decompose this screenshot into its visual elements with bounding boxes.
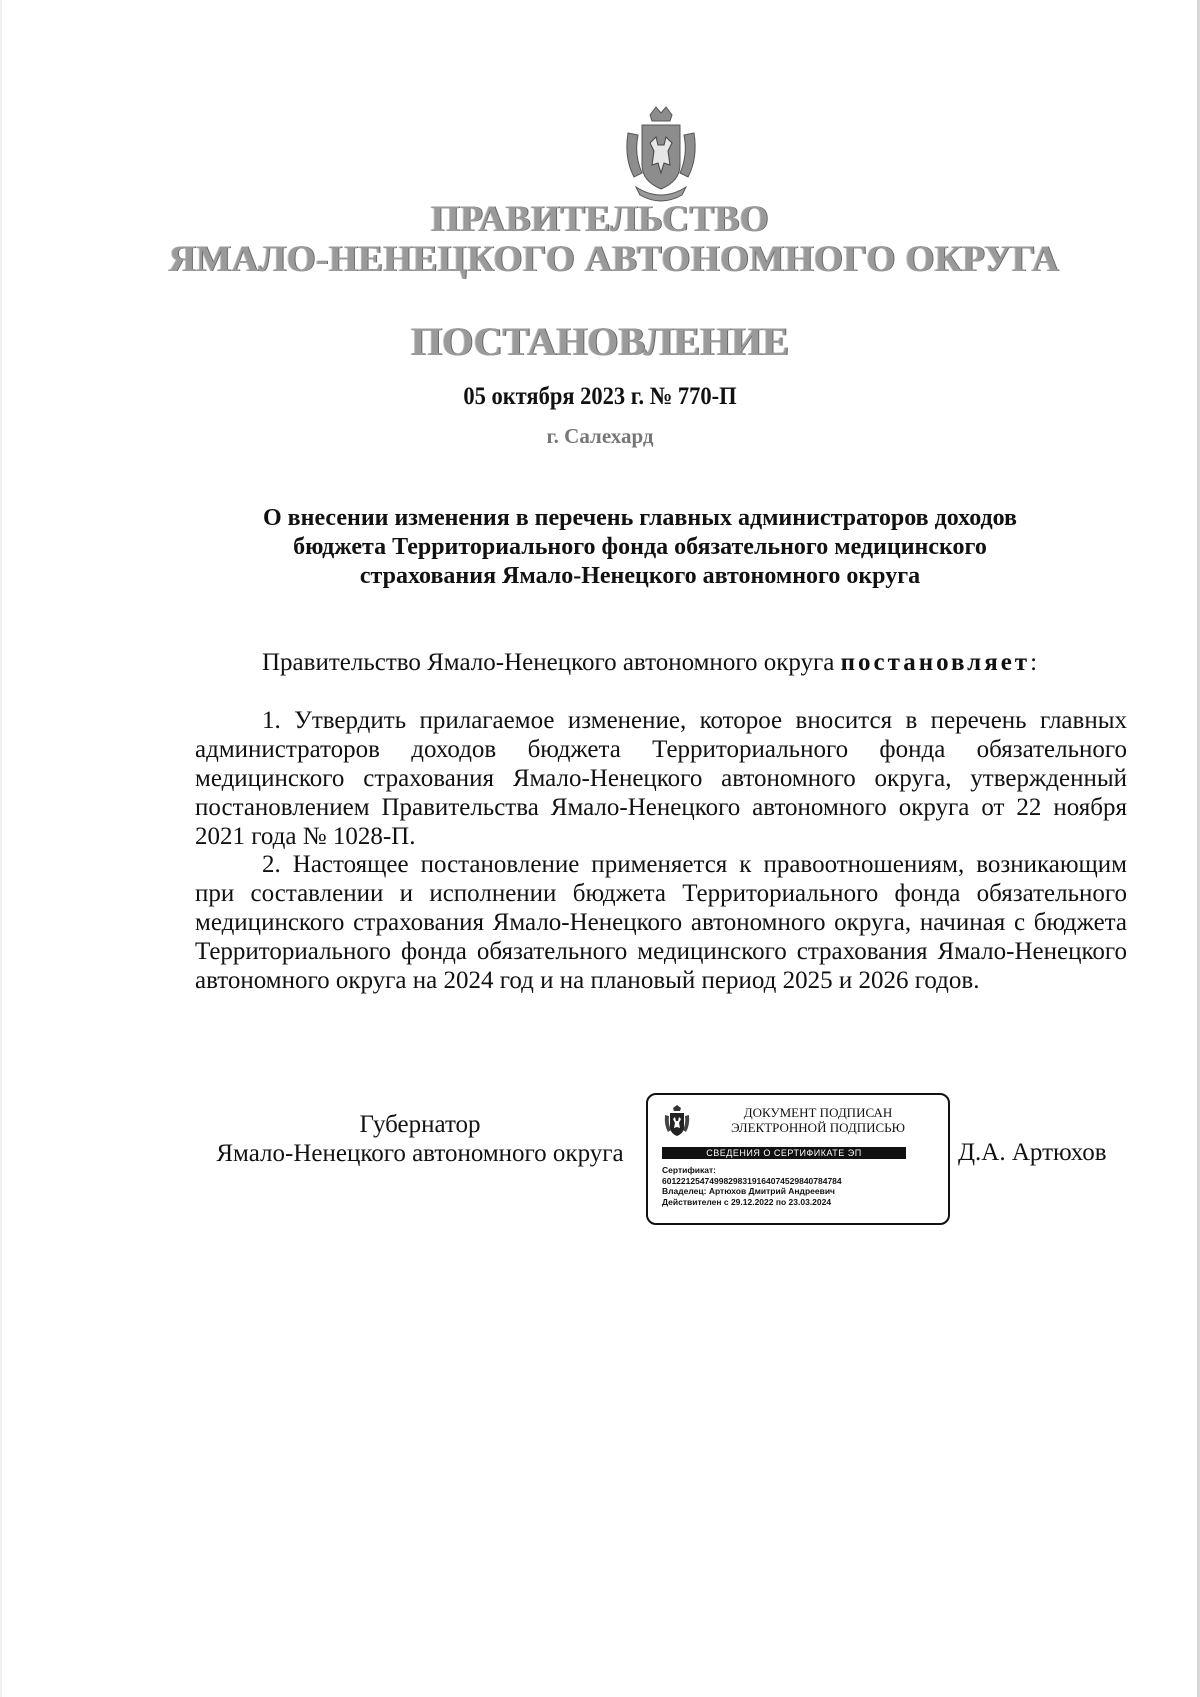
stamp-validity: Действителен с 29.12.2022 по 23.03.2024 <box>662 1196 832 1207</box>
stamp-details <box>662 1165 942 1207</box>
subject-line: страхования Ямало-Ненецкого автономного округа <box>359 563 921 589</box>
stamp-heading <box>698 1105 938 1135</box>
stamp-certificate-band: СВЕДЕНИЯ О СЕРТИФИКАТЕ ЭП <box>662 1147 906 1159</box>
document-subject <box>180 504 1100 591</box>
government-title: ПРАВИТЕЛЬСТВО <box>430 199 770 240</box>
signer-position: Губернатор <box>359 1111 481 1138</box>
document-date-number: 05 октября 2023 г. № 770-П <box>463 383 737 410</box>
stamp-cert-number: 60122125474998298319164074529840784784 <box>662 1175 842 1186</box>
coat-of-arms-icon <box>662 1105 692 1139</box>
preamble-tail: : <box>1030 649 1038 676</box>
government-region: ЯМАЛО-НЕНЕЦКОГО АВТОНОМНОГО ОКРУГА <box>168 239 1060 280</box>
stamp-cert-label: Сертификат: <box>662 1165 716 1175</box>
coat-of-arms-icon <box>620 103 702 203</box>
signer-name: Д.А. Артюхов <box>958 1139 1107 1166</box>
preamble <box>262 648 1122 678</box>
preamble-verb: постановляет <box>840 649 1031 676</box>
document-type: ПОСТАНОВЛЕНИЕ <box>411 319 789 364</box>
document-city: г. Салехард <box>546 424 654 448</box>
signer-title <box>195 1110 645 1168</box>
stamp-heading-line: ЭЛЕКТРОННОЙ ПОДПИСЬЮ <box>731 1120 905 1135</box>
stamp-heading-line: ДОКУМЕНТ ПОДПИСАН <box>743 1105 893 1120</box>
subject-line: бюджета Территориального фонда обязательного медицинского <box>293 534 987 560</box>
signer-region: Ямало-Ненецкого автономного округа <box>216 1140 624 1167</box>
stamp-owner: Владелец: Артюхов Дмитрий Андреевич <box>662 1186 835 1196</box>
paragraph-2: 2. Настоящее постановление применяется к правоотношениям, возникающим при составлении и исполнении бюджета Территориального фонда обязательного медицинского страхования Ямало-Ненецкого автономного округа, начиная с бюджета Территориального фонда обязательного медицинского страхования Ямало-Ненецкого автономного округа на 2024 год и на плановый период 2025 и 2026 годов. <box>195 851 1127 994</box>
preamble-text: Правительство Ямало-Ненецкого автономного округа <box>262 649 841 676</box>
paragraph-1: 1. Утвердить прилагаемое изменение, которое вносится в перечень главных администраторов доходов бюджета Территориального фонда обязательного медицинского страхования Ямало-Ненецкого автономного округа, утвержденный постановлением Правительства Ямало-Ненецкого автономного округа от 22 ноября 2021 года № 1028-П. <box>195 707 1127 850</box>
subject-line: О внесении изменения в перечень главных администраторов доходов <box>262 505 1018 531</box>
electronic-signature-stamp <box>646 1093 950 1225</box>
